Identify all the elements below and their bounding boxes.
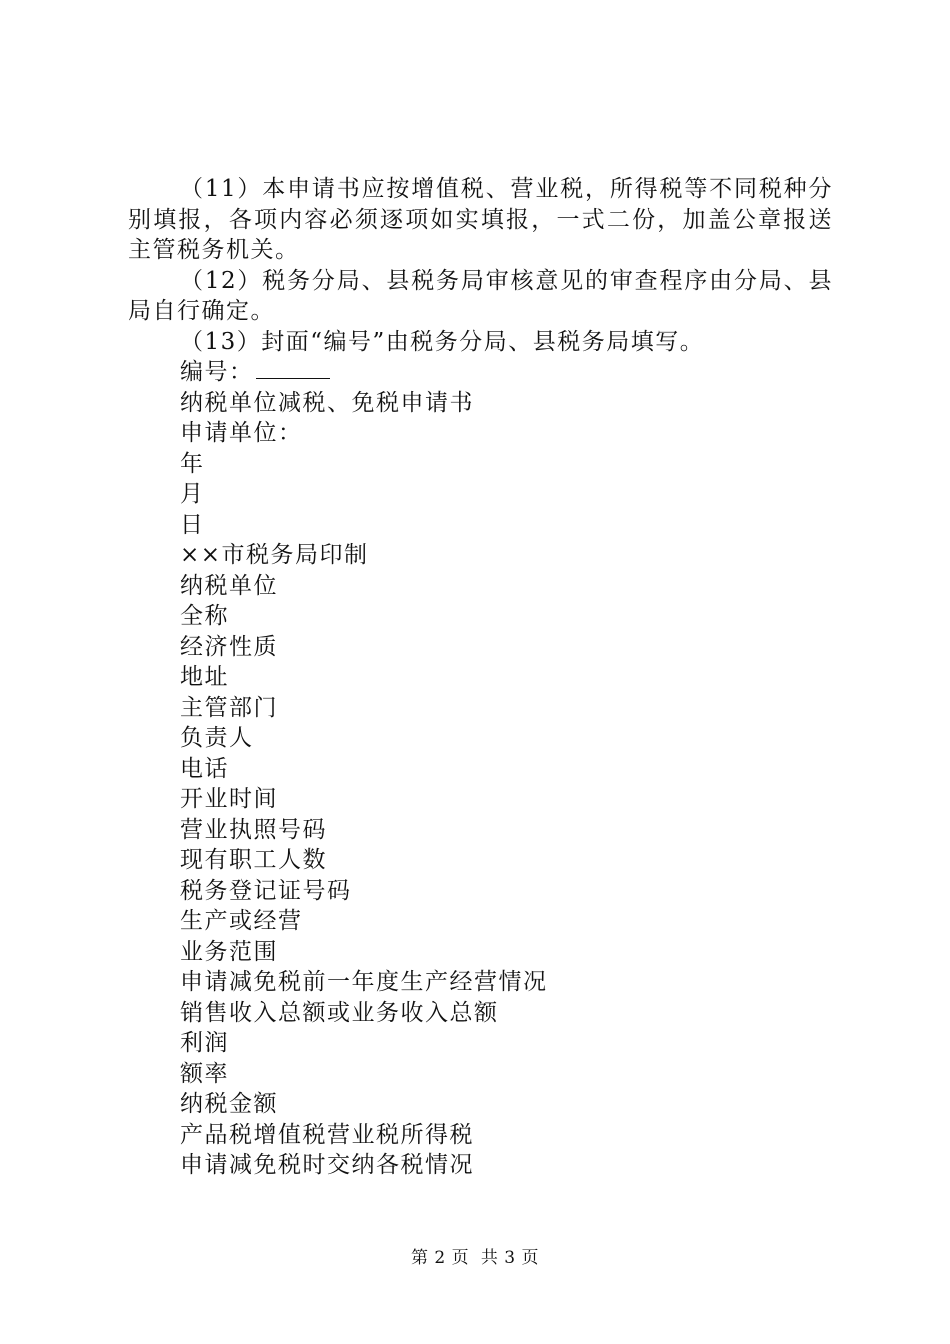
- field-business-scope: 业务范围: [180, 938, 278, 965]
- field-profit: 利润: [180, 1030, 229, 1056]
- field-staff-count: 现有职工人数: [180, 847, 327, 873]
- field-previous-year-status: 申请减免税前一年度生产经营情况: [180, 969, 548, 995]
- field-tax-payment-status: 申请减免税时交纳各税情况: [180, 1152, 474, 1178]
- field-production-or-operation: 生产或经营: [180, 908, 303, 934]
- field-tax-registration-number: 税务登记证号码: [180, 877, 352, 904]
- number-blank-line: [256, 358, 330, 379]
- field-taxpayer: 纳税单位: [180, 572, 278, 599]
- date-month-label: 月: [180, 481, 205, 507]
- number-label: 编号：: [180, 359, 254, 385]
- printer-label: ××市税务局印制: [180, 542, 369, 568]
- field-tax-amount: 纳税金额: [180, 1091, 278, 1117]
- date-day-label: 日: [180, 511, 205, 538]
- paragraph-item-11: （11）本申请书应按增值税、营业税，所得税等不同税种分别填报，各项内容必须逐项如实填报，一式二份，加盖公章报送主管税务机关。: [128, 176, 833, 263]
- field-rate: 额率: [180, 1060, 229, 1087]
- page-footer: 第 2 页 共 3 页: [410, 1248, 540, 1268]
- field-person-in-charge: 负责人: [180, 725, 254, 751]
- field-opening-time: 开业时间: [180, 786, 278, 812]
- paragraph-item-13: （13）封面“编号”由税务分局、县税务局填写。: [180, 328, 705, 355]
- field-license-number: 营业执照号码: [180, 816, 327, 843]
- form-title: 纳税单位减税、免税申请书: [180, 389, 474, 416]
- field-full-name: 全称: [180, 603, 229, 629]
- field-address: 地址: [180, 664, 229, 690]
- date-year-label: 年: [180, 450, 205, 477]
- field-phone: 电话: [180, 755, 229, 782]
- paragraph-item-12: （12）税务分局、县税务局审核意见的审查程序由分局、县局自行确定。: [128, 267, 833, 324]
- field-total-revenue: 销售收入总额或业务收入总额: [180, 999, 499, 1026]
- field-tax-types: 产品税增值税营业税所得税: [180, 1121, 474, 1148]
- field-department: 主管部门: [180, 694, 278, 721]
- field-economic-nature: 经济性质: [180, 633, 278, 660]
- applicant-label: 申请单位：: [180, 420, 303, 446]
- number-field: [128, 357, 833, 388]
- document-body: [128, 174, 833, 1181]
